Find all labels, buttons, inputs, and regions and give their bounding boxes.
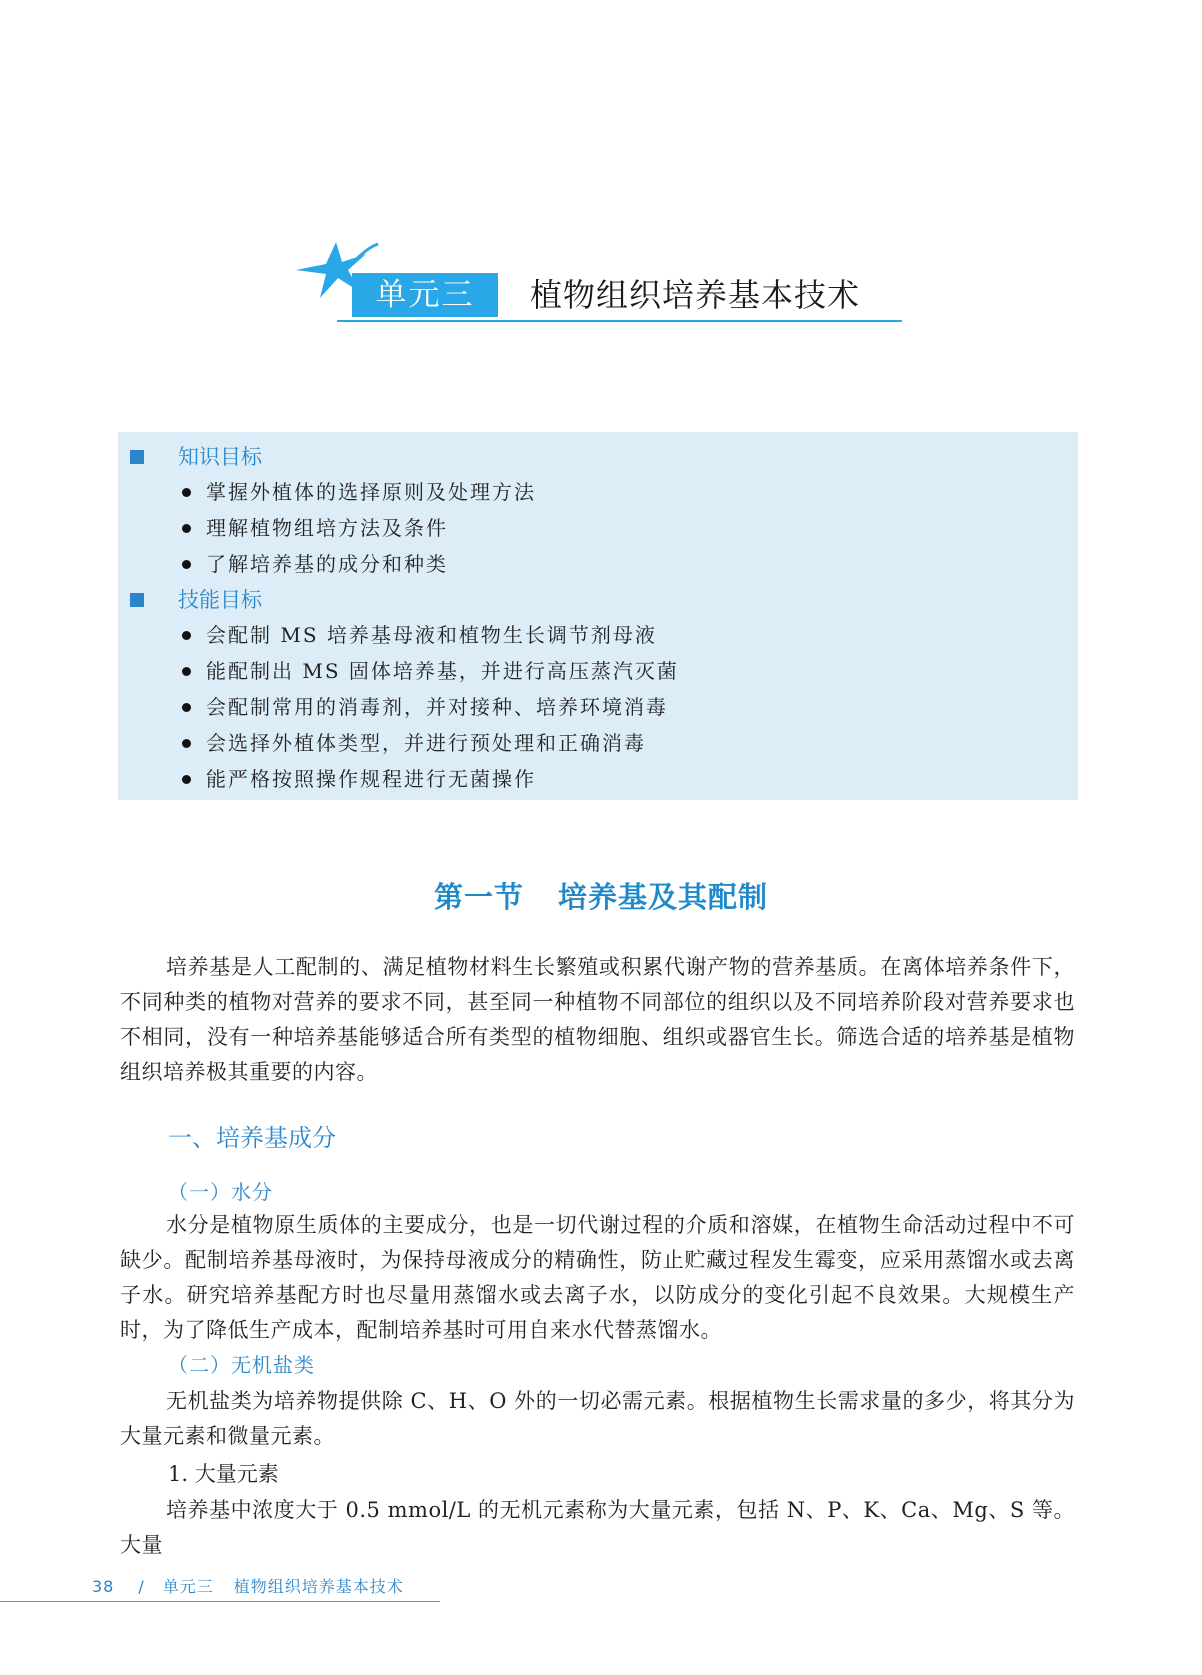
objectives-box: 知识目标 掌握外植体的选择原则及处理方法 理解植物组培方法及条件 了解培养基的成分和种类 技能目标 会配制 MS 培养基母液和植物生长调节剂母液 能配制出 MS 固体培养基，并进行高压蒸汽灭菌 会配制常用的消毒剂，并对接种、培养环境消毒 会选择外植体类型，并进行预处理和正确消毒 能严格按照操作规程进行无菌操作 bbox=[118, 432, 1078, 800]
heading-water: （一）水分 bbox=[168, 1180, 273, 1204]
page-number: 38 bbox=[92, 1577, 115, 1596]
list-item: 会配制 MS 培养基母液和植物生长调节剂母液 bbox=[178, 617, 679, 653]
intro-paragraph: 培养基是人工配制的、满足植物材料生长繁殖或积累代谢产物的营养基质。在离体培养条件下，不同种类的植物对营养的要求不同，甚至同一种植物不同部位的组织以及不同培养阶段对营养要求也不相同，没有一种培养基能够适合所有类型的植物细胞、组织或器官生长。筛选合适的培养基是植物组织培养极其重要的内容。 bbox=[120, 955, 1075, 1084]
list-item: 会配制常用的消毒剂，并对接种、培养环境消毒 bbox=[178, 689, 679, 725]
square-bullet-icon bbox=[130, 450, 144, 464]
list-item: 了解培养基的成分和种类 bbox=[178, 546, 536, 582]
section-title bbox=[0, 875, 1202, 916]
bullet-icon bbox=[182, 631, 191, 640]
footer-unit: 单元三 bbox=[162, 1577, 214, 1596]
unit-title: 植物组织培养基本技术 bbox=[530, 276, 861, 314]
bullet-icon bbox=[182, 739, 191, 748]
heading-macro-elements: 1. 大量元素 bbox=[168, 1462, 279, 1486]
bullet-icon bbox=[182, 703, 191, 712]
list-item: 理解植物组培方法及条件 bbox=[178, 510, 536, 546]
page-footer bbox=[92, 1575, 404, 1599]
unit-header-rule bbox=[337, 320, 902, 322]
square-bullet-icon bbox=[130, 593, 144, 607]
footer-separator: / bbox=[138, 1577, 145, 1596]
section-number: 第一节 bbox=[433, 880, 524, 914]
unit-header bbox=[292, 240, 902, 330]
section-name: 培养基及其配制 bbox=[558, 880, 769, 914]
heading-medium-components: 一、培养基成分 bbox=[168, 1124, 336, 1152]
knowledge-objectives-list bbox=[178, 474, 536, 582]
list-item: 能配制出 MS 固体培养基，并进行高压蒸汽灭菌 bbox=[178, 653, 679, 689]
heading-inorganic-salts: （二）无机盐类 bbox=[168, 1353, 315, 1377]
footer-rule bbox=[0, 1601, 440, 1602]
list-item: 会选择外植体类型，并进行预处理和正确消毒 bbox=[178, 725, 679, 761]
water-paragraph: 水分是植物原生质体的主要成分，也是一切代谢过程的介质和溶媒，在植物生命活动过程中不可缺少。配制培养基母液时，为保持母液成分的精确性，防止贮藏过程发生霉变，应采用蒸馏水或去离子水。研究培养基配方时也尽量用蒸馏水或去离子水，以防成分的变化引起不良效果。大规模生产时，为了降低生产成本，配制培养基时可用自来水代替蒸馏水。 bbox=[120, 1213, 1075, 1342]
list-item: 掌握外植体的选择原则及处理方法 bbox=[178, 474, 536, 510]
bullet-icon bbox=[182, 560, 191, 569]
unit-label: 单元三 bbox=[352, 273, 498, 317]
bullet-icon bbox=[182, 775, 191, 784]
skill-objectives-list bbox=[178, 617, 679, 797]
bullet-icon bbox=[182, 667, 191, 676]
bullet-icon bbox=[182, 524, 191, 533]
footer-title: 植物组织培养基本技术 bbox=[233, 1577, 404, 1596]
bullet-icon bbox=[182, 488, 191, 497]
salt-paragraph: 无机盐类为培养物提供除 C、H、O 外的一切必需元素。根据植物生长需求量的多少，将其分为大量元素和微量元素。 bbox=[120, 1389, 1075, 1448]
list-item: 能严格按照操作规程进行无菌操作 bbox=[178, 761, 679, 797]
macro-paragraph: 培养基中浓度大于 0.5 mmol/L 的无机元素称为大量元素，包括 N、P、K、Ca、Mg、S 等。大量 bbox=[120, 1498, 1075, 1557]
